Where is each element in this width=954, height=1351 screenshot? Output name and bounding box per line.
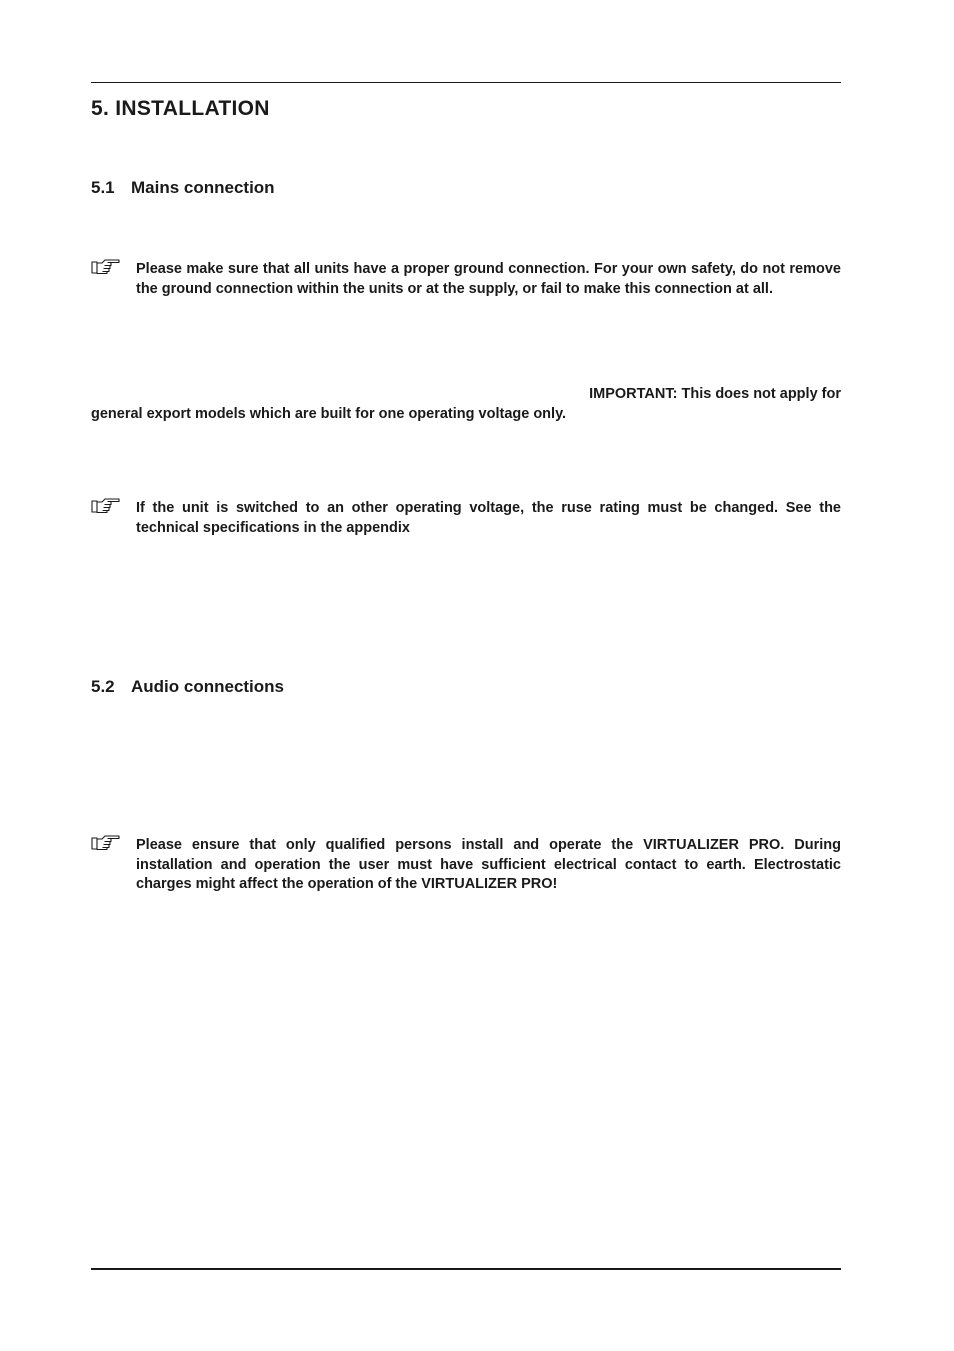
section-number: 5.2	[91, 677, 115, 696]
page-title: 5. INSTALLATION	[91, 97, 270, 120]
pointing-hand-icon	[91, 833, 121, 851]
section-title: Mains connection	[131, 178, 275, 197]
section-heading-mains	[91, 178, 275, 198]
note-text: Please make sure that all units have a proper ground connection. For your own safety, do not remove the ground connection within the units or at the supply, or fail to make this connection at all.	[136, 261, 841, 297]
important-text-continued: general export models which are built for one operating voltage only.	[91, 405, 567, 422]
note-text: If the unit is switched to an other operating voltage, the ruse rating must be changed. See the technical specifications in the appendix	[136, 500, 841, 536]
note-text: Please ensure that only qualified persons install and operate the VIRTUALIZER PRO. During installation and operation the user must have sufficient electrical contact to earth. Electrostatic charges might affect the operation of the VIRTUALIZER PRO!	[136, 837, 841, 892]
note-ground-connection	[91, 260, 841, 299]
note-qualified-persons	[91, 836, 841, 895]
top-divider	[91, 82, 841, 83]
important-text: IMPORTANT: This does not apply for	[589, 386, 841, 402]
pointing-hand-icon	[91, 496, 121, 514]
pointing-hand-icon	[91, 257, 121, 275]
section-number: 5.1	[91, 178, 115, 197]
important-paragraph	[91, 385, 841, 424]
section-heading-audio	[91, 677, 284, 697]
note-fuse-rating	[91, 499, 841, 538]
bottom-divider	[91, 1268, 841, 1270]
section-title: Audio connections	[131, 677, 284, 696]
